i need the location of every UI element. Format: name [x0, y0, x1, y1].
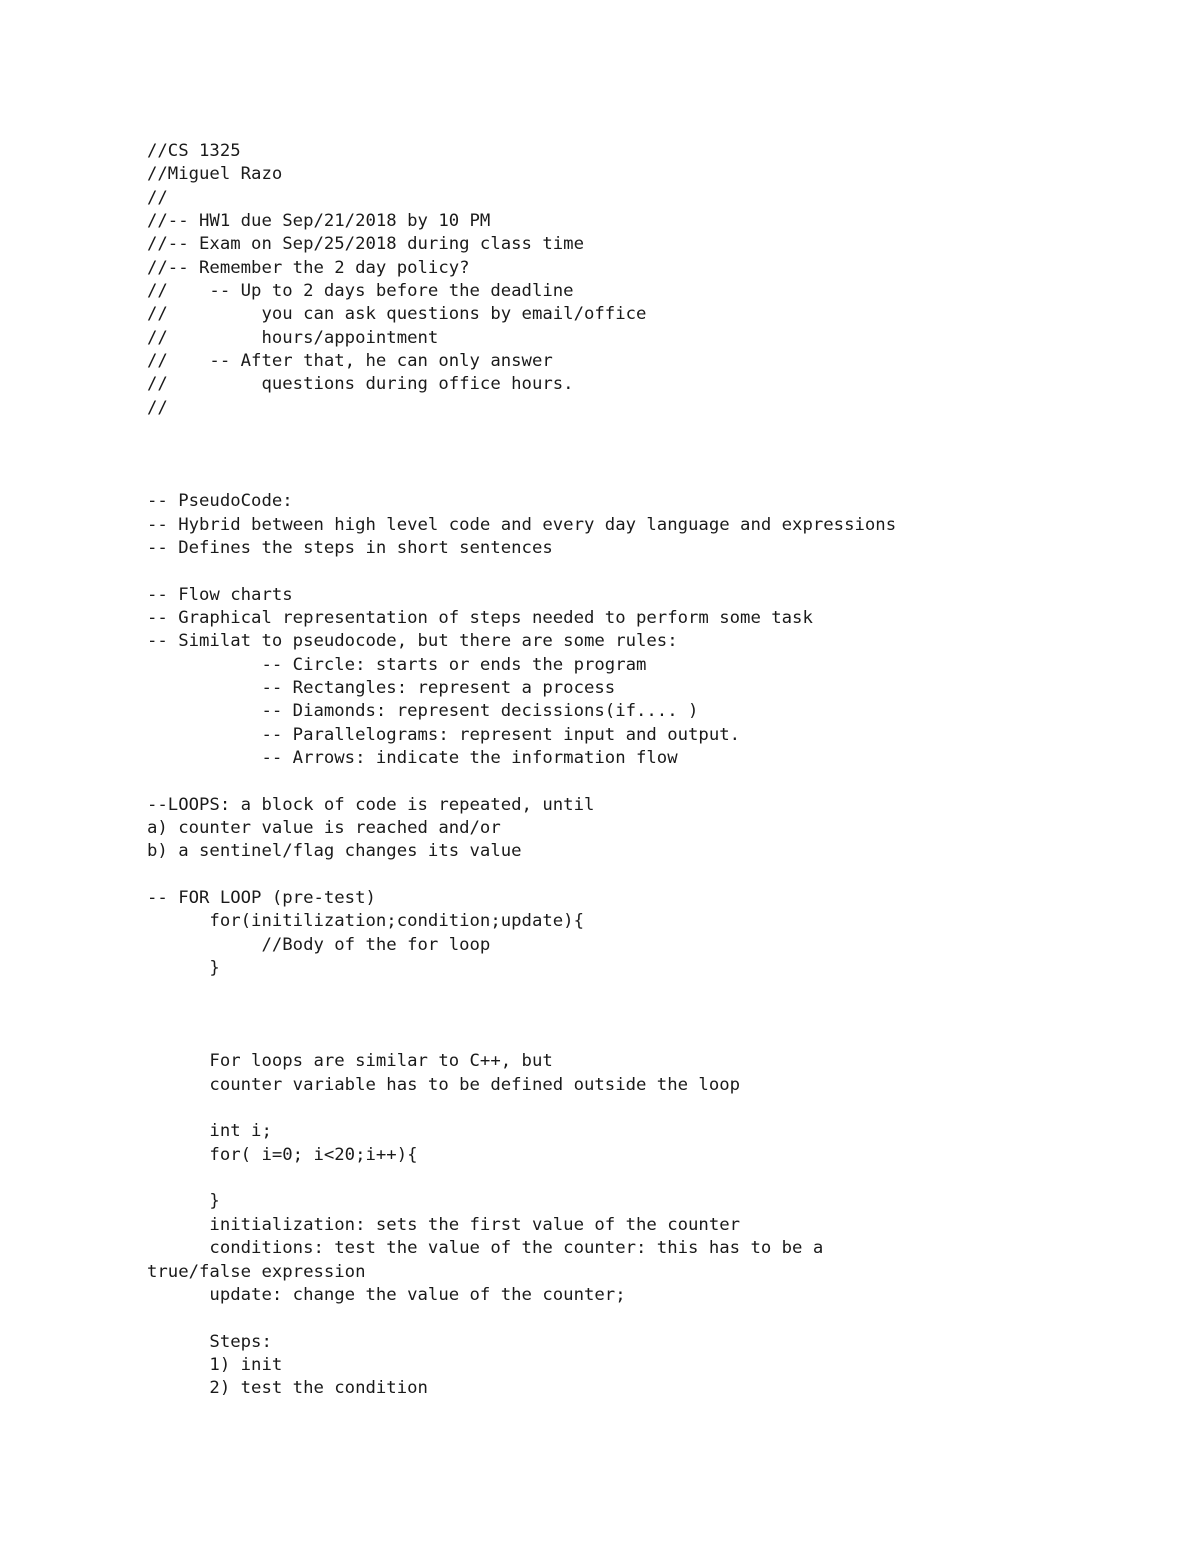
text-line: -- FOR LOOP (pre-test)	[147, 888, 376, 908]
text-line: initialization: sets the first value of the counter	[147, 1214, 741, 1235]
text-line	[147, 980, 896, 1003]
text-line: }	[147, 958, 220, 979]
text-line: //	[147, 187, 168, 208]
text-line: //CS 1325	[147, 141, 241, 161]
text-line: -- Flow charts	[147, 584, 293, 605]
text-line	[147, 420, 896, 443]
text-line: 1) init	[147, 1354, 283, 1375]
text-line: for(initilization;condition;update){	[147, 911, 584, 932]
text-line: int i;	[147, 1121, 272, 1142]
text-line	[147, 1307, 896, 1330]
text-line: //Miguel Razo	[147, 164, 283, 185]
text-line: //-- Exam on Sep/25/2018 during class time	[147, 234, 584, 255]
text-line	[147, 1027, 896, 1050]
text-line: Steps:	[147, 1331, 272, 1352]
text-line: --LOOPS: a block of code is repeated, until	[147, 794, 595, 815]
text-line: 2) test the condition	[147, 1378, 428, 1399]
text-line: counter variable has to be defined outside the loop	[147, 1074, 741, 1095]
text-line	[147, 1097, 896, 1120]
text-line: -- Arrows: indicate the information flow	[147, 747, 678, 768]
text-line: -- PseudoCode:	[147, 491, 293, 512]
text-line	[147, 1004, 896, 1027]
text-line	[147, 560, 896, 583]
text-line: -- Parallelograms: represent input and output.	[147, 724, 741, 745]
text-line: -- Similat to pseudocode, but there are some rules:	[147, 631, 678, 652]
text-line: -- Graphical representation of steps needed to perform some task	[147, 607, 813, 628]
text-line	[147, 1167, 896, 1190]
text-line: -- Circle: starts or ends the program	[147, 654, 647, 675]
text-line	[147, 770, 896, 793]
text-line: // -- Up to 2 days before the deadline	[147, 281, 574, 302]
text-line: // you can ask questions by email/office	[147, 304, 647, 325]
text-line: update: change the value of the counter;	[147, 1284, 626, 1305]
text-line	[147, 443, 896, 466]
text-line	[147, 467, 896, 490]
text-line: //-- Remember the 2 day policy?	[147, 257, 470, 278]
text-line: -- Defines the steps in short sentences	[147, 537, 553, 558]
text-line: //	[147, 397, 168, 418]
text-line: b) a sentinel/flag changes its value	[147, 841, 522, 862]
text-line: -- Hybrid between high level code and every day language and expressions	[147, 514, 897, 535]
text-line: // questions during office hours.	[147, 374, 574, 395]
text-line: }	[147, 1191, 220, 1212]
text-line: true/false expression	[147, 1261, 366, 1282]
text-line	[147, 864, 896, 887]
text-line: //-- HW1 due Sep/21/2018 by 10 PM	[147, 211, 491, 232]
text-line: // -- After that, he can only answer	[147, 351, 553, 372]
text-line: //Body of the for loop	[147, 934, 491, 955]
text-line: for( i=0; i<20;i++){	[147, 1144, 418, 1165]
text-line: a) counter value is reached and/or	[147, 817, 501, 838]
text-line: For loops are similar to C++, but	[147, 1051, 553, 1072]
text-line: conditions: test the value of the counter: this has to be a	[147, 1238, 824, 1259]
text-line: -- Diamonds: represent decissions(if.... )	[147, 701, 699, 722]
code-notes	[147, 140, 896, 1401]
text-line: -- Rectangles: represent a process	[147, 677, 616, 698]
text-line: // hours/appointment	[147, 327, 439, 348]
